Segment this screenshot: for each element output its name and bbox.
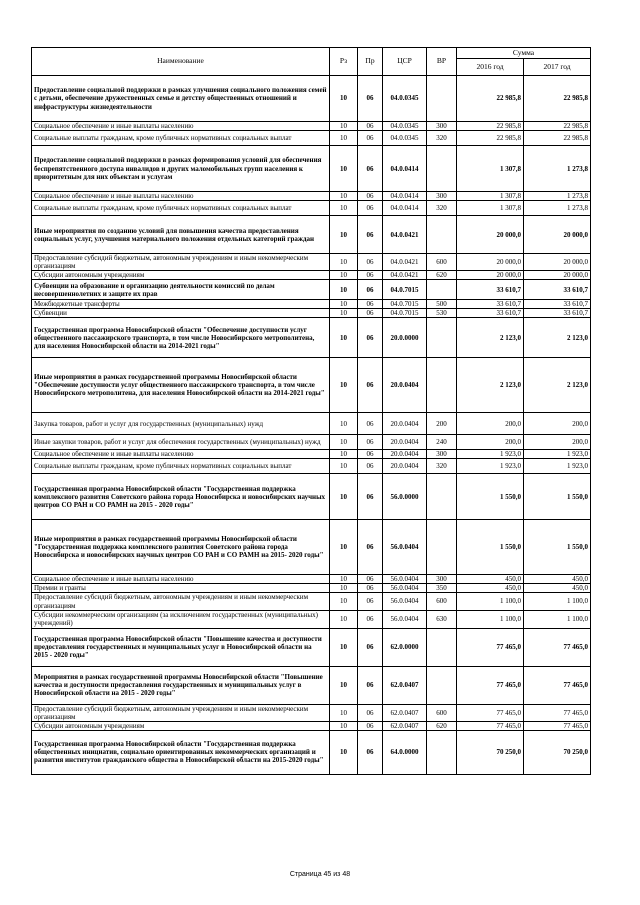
- row-sum-2017: 77 465,0: [524, 666, 591, 704]
- row-pr: 06: [358, 131, 383, 146]
- row-sum-2016: 77 465,0: [457, 666, 524, 704]
- table-row: [32, 413, 591, 435]
- row-name: Социальное обеспечение и иные выплаты населению: [32, 122, 330, 131]
- row-rz: 10: [330, 318, 358, 358]
- table-row: [32, 318, 591, 358]
- row-csr: 20.0.0404: [383, 459, 427, 474]
- row-rz: 10: [330, 721, 358, 730]
- row-csr: 04.0.0414: [383, 146, 427, 192]
- row-csr: 56.0.0404: [383, 520, 427, 575]
- row-sum-2017: 1 100,0: [524, 593, 591, 610]
- row-pr: 06: [358, 721, 383, 730]
- row-sum-2017: 450,0: [524, 575, 591, 584]
- row-sum-2017: 77 465,0: [524, 628, 591, 666]
- row-vr: 320: [427, 201, 457, 216]
- table-row: [32, 450, 591, 459]
- row-name: Межбюджетные трансферты: [32, 300, 330, 309]
- row-pr: 06: [358, 122, 383, 131]
- row-name: Социальные выплаты гражданам, кроме публичных нормативных социальных выплат: [32, 459, 330, 474]
- row-name: Субвенции: [32, 309, 330, 318]
- row-pr: 06: [358, 450, 383, 459]
- row-name: Иные мероприятия в рамках государственной программы Новосибирской области "Обеспечение доступности услуг общественного пассажирского транспорта, в том числе Новосибирского метрополитена, для населения Новосибирской области на 2014-2021 годы": [32, 358, 330, 413]
- row-vr: 200: [427, 413, 457, 435]
- header-sum: Сумма: [457, 48, 591, 59]
- header-name: Наименование: [32, 48, 330, 76]
- page-number: Страница 45 из 48: [289, 871, 351, 878]
- row-rz: 10: [330, 254, 358, 271]
- row-pr: 06: [358, 280, 383, 300]
- row-vr: 600: [427, 593, 457, 610]
- row-rz: 10: [330, 450, 358, 459]
- row-sum-2017: 1 923,0: [524, 459, 591, 474]
- row-sum-2017: 1 273,8: [524, 146, 591, 192]
- header-rz: Рз: [330, 48, 358, 76]
- row-vr: 620: [427, 721, 457, 730]
- row-csr: 04.0.0345: [383, 122, 427, 131]
- row-rz: 10: [330, 131, 358, 146]
- row-csr: 20.0.0404: [383, 413, 427, 435]
- row-sum-2016: 77 465,0: [457, 628, 524, 666]
- row-rz: 10: [330, 593, 358, 610]
- row-csr: 56.0.0404: [383, 575, 427, 584]
- row-sum-2016: 450,0: [457, 575, 524, 584]
- row-sum-2016: 77 465,0: [457, 704, 524, 721]
- row-csr: 62.0.0407: [383, 704, 427, 721]
- row-vr: 600: [427, 704, 457, 721]
- table-row: [32, 201, 591, 216]
- row-rz: 10: [330, 628, 358, 666]
- row-rz: 10: [330, 413, 358, 435]
- budget-table: [31, 47, 591, 775]
- row-sum-2016: 200,0: [457, 435, 524, 450]
- row-sum-2017: 1 550,0: [524, 474, 591, 520]
- row-sum-2016: 450,0: [457, 584, 524, 593]
- row-name: Предоставление социальной поддержки в рамках улучшения социального положения семей с детьми, обеспечение дружественных семье и детству общественных отношений и инфраструктуры жизнедеятельности: [32, 76, 330, 122]
- row-sum-2017: 2 123,0: [524, 318, 591, 358]
- header-year-2016: 2016 год: [457, 59, 524, 76]
- row-name: Государственная программа Новосибирской области "Обеспечение доступности услуг общественного пассажирского транспорта, в том числе Новосибирского метрополитена, для населения Новосибирской области на 2014-2021 годы": [32, 318, 330, 358]
- row-rz: 10: [330, 584, 358, 593]
- row-name: Социальные выплаты гражданам, кроме публичных нормативных социальных выплат: [32, 201, 330, 216]
- row-csr: 04.0.0414: [383, 201, 427, 216]
- row-sum-2016: 1 307,8: [457, 201, 524, 216]
- table-row: [32, 435, 591, 450]
- row-csr: 56.0.0000: [383, 474, 427, 520]
- row-pr: 06: [358, 730, 383, 774]
- row-sum-2017: 70 250,0: [524, 730, 591, 774]
- row-pr: 06: [358, 593, 383, 610]
- row-sum-2016: 1 100,0: [457, 610, 524, 628]
- row-name: Предоставление субсидий бюджетным, автономным учреждениям и иным некоммерческим организациям: [32, 704, 330, 721]
- row-pr: 06: [358, 435, 383, 450]
- row-sum-2017: 1 923,0: [524, 450, 591, 459]
- header-pr: Пр: [358, 48, 383, 76]
- row-sum-2016: 33 610,7: [457, 300, 524, 309]
- row-rz: 10: [330, 610, 358, 628]
- row-name: Субвенции на образование и организацию деятельности комиссий по делам несовершеннолетних и защите их прав: [32, 280, 330, 300]
- row-name: Субсидии автономным учреждениям: [32, 271, 330, 280]
- row-vr: [427, 146, 457, 192]
- table-row: [32, 76, 591, 122]
- row-name: Иные закупки товаров, работ и услуг для обеспечения государственных (муниципальных) нужд: [32, 435, 330, 450]
- table-row: [32, 254, 591, 271]
- row-sum-2016: 1 550,0: [457, 520, 524, 575]
- table-row: [32, 192, 591, 201]
- row-sum-2016: 20 000,0: [457, 254, 524, 271]
- row-name: Социальное обеспечение и иные выплаты населению: [32, 192, 330, 201]
- row-rz: 10: [330, 300, 358, 309]
- row-rz: 10: [330, 309, 358, 318]
- row-sum-2016: 1 923,0: [457, 450, 524, 459]
- row-vr: 240: [427, 435, 457, 450]
- row-csr: 04.0.0345: [383, 76, 427, 122]
- row-sum-2017: 20 000,0: [524, 216, 591, 254]
- row-name: Премии и гранты: [32, 584, 330, 593]
- table-row: [32, 520, 591, 575]
- row-rz: 10: [330, 358, 358, 413]
- table-row: [32, 309, 591, 318]
- row-vr: 530: [427, 309, 457, 318]
- table-row: [32, 730, 591, 774]
- row-sum-2017: 200,0: [524, 413, 591, 435]
- row-sum-2016: 20 000,0: [457, 216, 524, 254]
- row-sum-2016: 1 307,8: [457, 146, 524, 192]
- row-pr: 06: [358, 76, 383, 122]
- row-csr: 20.0.0000: [383, 318, 427, 358]
- budget-table-sheet: [31, 47, 590, 775]
- row-vr: [427, 358, 457, 413]
- row-pr: 06: [358, 704, 383, 721]
- row-csr: 20.0.0404: [383, 435, 427, 450]
- row-vr: [427, 76, 457, 122]
- row-pr: 06: [358, 192, 383, 201]
- row-rz: 10: [330, 459, 358, 474]
- row-pr: 06: [358, 146, 383, 192]
- row-sum-2016: 200,0: [457, 413, 524, 435]
- row-name: Государственная программа Новосибирской области "Государственная поддержка общественных инициатив, социально ориентированных некоммерческих организаций и развития институтов гражданского общества в Новосибирской области на 2015-2020 годы": [32, 730, 330, 774]
- row-name: Предоставление социальной поддержки в рамках формирования условий для обеспечения беспрепятственного доступа инвалидов и других маломобильных групп населения к приоритетным для них объектам и услугам: [32, 146, 330, 192]
- table-row: [32, 122, 591, 131]
- row-sum-2016: 1 100,0: [457, 593, 524, 610]
- row-sum-2017: 33 610,7: [524, 300, 591, 309]
- row-rz: 10: [330, 271, 358, 280]
- row-sum-2017: 2 123,0: [524, 358, 591, 413]
- row-sum-2017: 22 985,8: [524, 131, 591, 146]
- row-csr: 64.0.0000: [383, 730, 427, 774]
- row-name: Субсидии некоммерческим организациям (за исключением государственных (муниципальных) учреждений): [32, 610, 330, 628]
- row-csr: 62.0.0407: [383, 721, 427, 730]
- table-row: [32, 146, 591, 192]
- table-row: [32, 593, 591, 610]
- row-vr: [427, 474, 457, 520]
- row-sum-2016: 1 923,0: [457, 459, 524, 474]
- table-row: [32, 459, 591, 474]
- row-sum-2017: 1 550,0: [524, 520, 591, 575]
- row-csr: 56.0.0404: [383, 610, 427, 628]
- header-csr: ЦСР: [383, 48, 427, 76]
- table-row: [32, 271, 591, 280]
- row-sum-2017: 1 273,8: [524, 201, 591, 216]
- row-sum-2017: 1 100,0: [524, 610, 591, 628]
- row-vr: 300: [427, 575, 457, 584]
- row-name: Социальное обеспечение и иные выплаты населению: [32, 450, 330, 459]
- row-vr: 300: [427, 192, 457, 201]
- row-name: Закупка товаров, работ и услуг для государственных (муниципальных) нужд: [32, 413, 330, 435]
- table-row: [32, 358, 591, 413]
- row-name: Субсидии автономным учреждениям: [32, 721, 330, 730]
- row-name: Социальное обеспечение и иные выплаты населению: [32, 575, 330, 584]
- row-rz: 10: [330, 280, 358, 300]
- row-sum-2016: 1 307,8: [457, 192, 524, 201]
- row-sum-2016: 70 250,0: [457, 730, 524, 774]
- row-vr: 300: [427, 450, 457, 459]
- row-name: Государственная программа Новосибирской области "Повышение качества и доступности предоставления государственных и муниципальных услуг в Новосибирской области на 2015 - 2020 годы": [32, 628, 330, 666]
- row-sum-2016: 77 465,0: [457, 721, 524, 730]
- row-csr: 20.0.0404: [383, 450, 427, 459]
- row-vr: [427, 666, 457, 704]
- row-rz: 10: [330, 192, 358, 201]
- row-sum-2017: 77 465,0: [524, 721, 591, 730]
- row-vr: [427, 628, 457, 666]
- row-sum-2017: 1 273,8: [524, 192, 591, 201]
- table-row: [32, 584, 591, 593]
- row-csr: 56.0.0404: [383, 593, 427, 610]
- row-sum-2016: 33 610,7: [457, 309, 524, 318]
- row-rz: 10: [330, 216, 358, 254]
- row-rz: 10: [330, 201, 358, 216]
- row-sum-2016: 2 123,0: [457, 358, 524, 413]
- row-rz: 10: [330, 435, 358, 450]
- row-sum-2017: 20 000,0: [524, 254, 591, 271]
- table-row: [32, 280, 591, 300]
- row-pr: 06: [358, 628, 383, 666]
- row-name: Государственная программа Новосибирской области "Государственная поддержка комплексного развития Советского района города Новосибирска и новосибирских научных центров СО РАН и СО РАМН на 2015 - 2020 годы": [32, 474, 330, 520]
- table-row: [32, 131, 591, 146]
- row-csr: 04.0.0421: [383, 271, 427, 280]
- row-vr: 350: [427, 584, 457, 593]
- row-vr: [427, 520, 457, 575]
- header-vr: ВР: [427, 48, 457, 76]
- row-csr: 04.0.0345: [383, 131, 427, 146]
- row-rz: 10: [330, 146, 358, 192]
- row-pr: 06: [358, 584, 383, 593]
- row-pr: 06: [358, 300, 383, 309]
- row-vr: [427, 280, 457, 300]
- row-csr: 56.0.0404: [383, 584, 427, 593]
- row-sum-2017: 33 610,7: [524, 280, 591, 300]
- row-pr: 06: [358, 610, 383, 628]
- row-rz: 10: [330, 575, 358, 584]
- row-sum-2016: 1 550,0: [457, 474, 524, 520]
- row-sum-2017: 22 985,8: [524, 122, 591, 131]
- row-name: Мероприятия в рамках государственной программы Новосибирской области "Повышение качества и доступности предоставления государственных и муниципальных услуг в Новосибирской области на 2015 - 2020 годы": [32, 666, 330, 704]
- table-row: [32, 666, 591, 704]
- row-vr: [427, 216, 457, 254]
- row-vr: 300: [427, 122, 457, 131]
- row-rz: 10: [330, 474, 358, 520]
- row-vr: 630: [427, 610, 457, 628]
- row-sum-2016: 22 985,8: [457, 131, 524, 146]
- row-csr: 04.0.0414: [383, 192, 427, 201]
- table-row: [32, 628, 591, 666]
- row-sum-2016: 20 000,0: [457, 271, 524, 280]
- row-vr: [427, 318, 457, 358]
- row-pr: 06: [358, 309, 383, 318]
- row-pr: 06: [358, 201, 383, 216]
- row-vr: 320: [427, 459, 457, 474]
- row-csr: 04.0.7015: [383, 309, 427, 318]
- row-csr: 04.0.7015: [383, 280, 427, 300]
- row-name: Социальные выплаты гражданам, кроме публичных нормативных социальных выплат: [32, 131, 330, 146]
- row-sum-2016: 22 985,8: [457, 76, 524, 122]
- row-csr: 04.0.7015: [383, 300, 427, 309]
- row-rz: 10: [330, 520, 358, 575]
- row-name: Иные мероприятия в рамках государственной программы Новосибирской области "Государственная поддержка комплексного развития Советского района города Новосибирска и новосибирских научных центров СО РАН и СО РАМН на 2015- 2020 годы": [32, 520, 330, 575]
- row-pr: 06: [358, 666, 383, 704]
- row-sum-2017: 22 985,8: [524, 76, 591, 122]
- row-sum-2016: 33 610,7: [457, 280, 524, 300]
- table-row: [32, 721, 591, 730]
- row-pr: 06: [358, 474, 383, 520]
- row-pr: 06: [358, 520, 383, 575]
- row-pr: 06: [358, 575, 383, 584]
- row-vr: 500: [427, 300, 457, 309]
- table-row: [32, 474, 591, 520]
- row-vr: [427, 730, 457, 774]
- row-pr: 06: [358, 459, 383, 474]
- row-csr: 62.0.0407: [383, 666, 427, 704]
- row-sum-2017: 33 610,7: [524, 309, 591, 318]
- row-name: Предоставление субсидий бюджетным, автономным учреждениям и иным некоммерческим организациям: [32, 593, 330, 610]
- row-name: Предоставление субсидий бюджетным, автономным учреждениям и иным некоммерческим организациям: [32, 254, 330, 271]
- row-pr: 06: [358, 413, 383, 435]
- table-row: [32, 704, 591, 721]
- row-sum-2017: 450,0: [524, 584, 591, 593]
- row-vr: 320: [427, 131, 457, 146]
- table-row: [32, 575, 591, 584]
- row-sum-2017: 200,0: [524, 435, 591, 450]
- row-csr: 62.0.0000: [383, 628, 427, 666]
- row-csr: 20.0.0404: [383, 358, 427, 413]
- header-year-2017: 2017 год: [524, 59, 591, 76]
- table-header-row-1: [32, 48, 591, 59]
- row-rz: 10: [330, 666, 358, 704]
- row-rz: 10: [330, 730, 358, 774]
- row-csr: 04.0.0421: [383, 254, 427, 271]
- row-csr: 04.0.0421: [383, 216, 427, 254]
- row-sum-2017: 20 000,0: [524, 271, 591, 280]
- row-sum-2017: 77 465,0: [524, 704, 591, 721]
- row-rz: 10: [330, 704, 358, 721]
- table-row: [32, 610, 591, 628]
- row-pr: 06: [358, 358, 383, 413]
- row-pr: 06: [358, 318, 383, 358]
- row-pr: 06: [358, 216, 383, 254]
- row-pr: 06: [358, 271, 383, 280]
- table-row: [32, 300, 591, 309]
- row-sum-2016: 2 123,0: [457, 318, 524, 358]
- row-pr: 06: [358, 254, 383, 271]
- row-name: Иные мероприятия по созданию условий для повышения качества предоставления социальных услуг, улучшения материального положения отдельных категорий граждан: [32, 216, 330, 254]
- row-vr: 600: [427, 254, 457, 271]
- row-vr: 620: [427, 271, 457, 280]
- row-sum-2016: 22 985,8: [457, 122, 524, 131]
- row-rz: 10: [330, 76, 358, 122]
- row-rz: 10: [330, 122, 358, 131]
- table-row: [32, 216, 591, 254]
